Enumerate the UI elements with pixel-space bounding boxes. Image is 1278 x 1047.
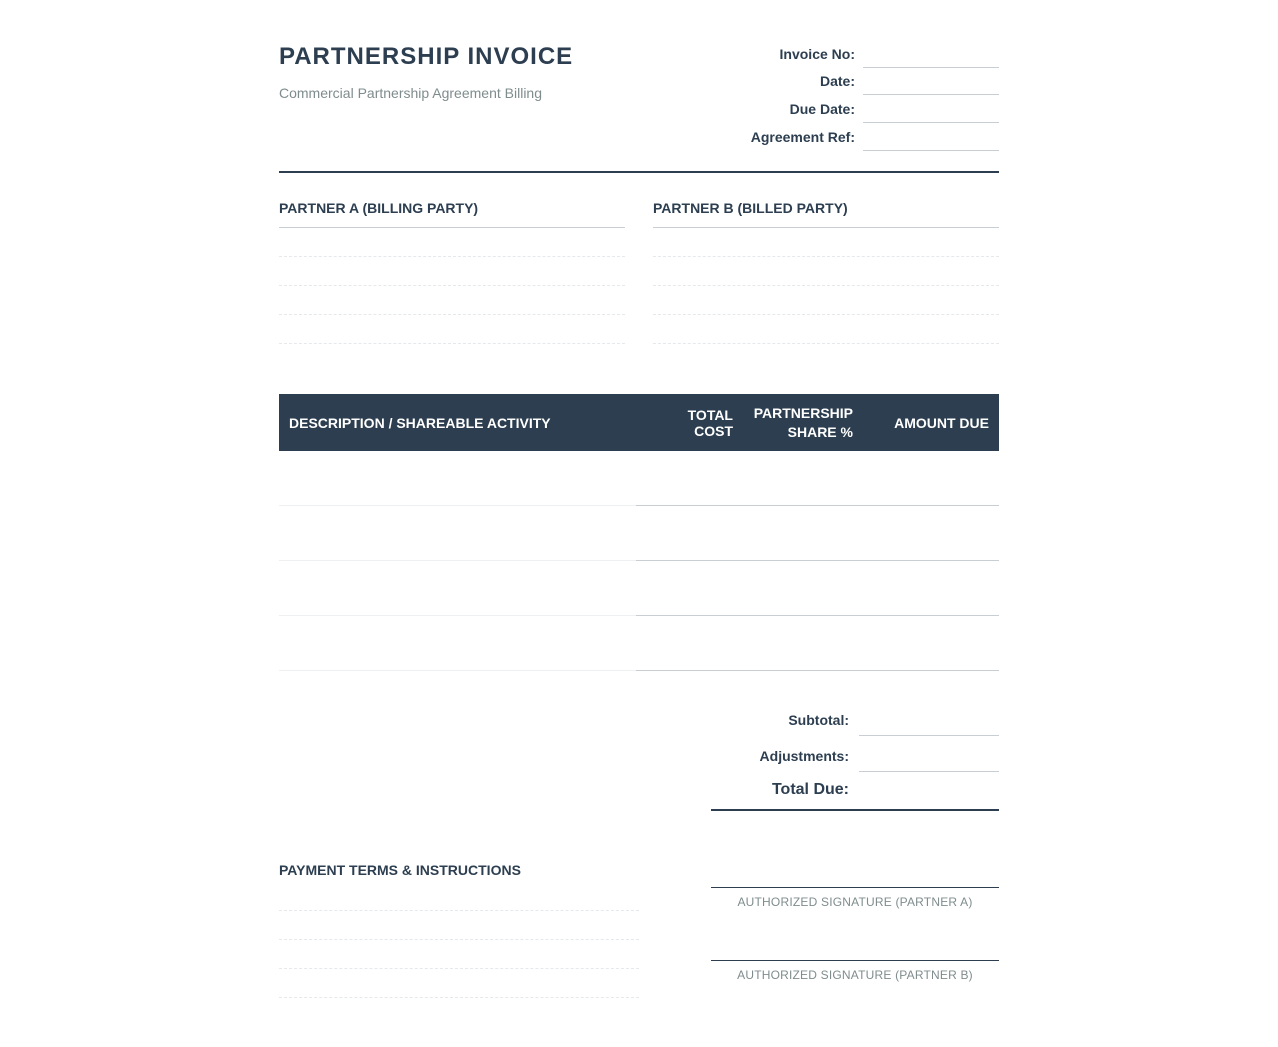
row-description-cell[interactable] [279,616,636,671]
date-label: Date: [819,73,855,90]
subtotal-row [711,700,999,736]
invoice-no-field[interactable] [863,40,999,68]
partner-a-line[interactable] [279,286,625,315]
due-date-label: Due Date: [789,101,855,118]
signature-label-partner-b: AUTHORIZED SIGNATURE (PARTNER B) [737,968,973,982]
payment-terms-section [279,862,639,998]
totals-section [711,700,999,811]
table-header [279,394,999,451]
partner-a-line[interactable] [279,315,625,344]
column-share-line2: SHARE % [787,423,853,440]
header-divider [279,171,999,173]
signature-partner-a [711,887,999,909]
table-row [279,561,999,616]
partner-a-line[interactable] [279,257,625,286]
row-values-cell[interactable] [636,561,999,616]
partner-a-heading: PARTNER A (BILLING PARTY) [279,200,625,228]
partner-b-line[interactable] [653,257,999,286]
partner-a-section [279,200,625,344]
column-amount-due: AMOUNT DUE [894,414,989,431]
row-description-cell[interactable] [279,451,636,506]
total-due-label: Total Due: [771,781,849,798]
invoice-subtitle: Commercial Partnership Agreement Billing [279,85,542,101]
row-values-cell[interactable] [636,616,999,671]
column-total-cost: TOTAL COST [687,406,733,439]
invoice-page [279,0,999,1047]
subtotal-label: Subtotal: [788,712,849,728]
meta-row-agreement-ref [699,123,999,151]
row-description-cell[interactable] [279,561,636,616]
partner-b-line[interactable] [653,286,999,315]
table-row [279,506,999,561]
due-date-field[interactable] [863,95,999,123]
adjustments-field[interactable] [859,736,999,772]
column-description: DESCRIPTION / SHAREABLE ACTIVITY [289,414,551,431]
column-share-line1: PARTNERSHIP [753,404,853,421]
partner-b-line[interactable] [653,315,999,344]
payment-terms-line[interactable] [279,911,639,940]
line-items-table [279,394,999,671]
agreement-ref-label: Agreement Ref: [750,128,855,145]
row-values-cell[interactable] [636,506,999,561]
table-row [279,616,999,671]
date-field[interactable] [863,68,999,96]
invoice-meta [699,40,999,151]
signature-label-partner-a: AUTHORIZED SIGNATURE (PARTNER A) [737,895,973,909]
payment-terms-line[interactable] [279,969,639,998]
signature-partner-b [711,960,999,982]
column-partnership-share [743,404,863,442]
adjustments-label: Adjustments: [759,748,849,764]
total-due-field[interactable] [859,773,999,809]
meta-row-due-date [699,95,999,123]
subtotal-field[interactable] [859,700,999,736]
meta-row-invoice-no [699,40,999,68]
payment-terms-line[interactable] [279,882,639,911]
row-values-cell[interactable] [636,451,999,506]
partner-a-line[interactable] [279,228,625,257]
partner-b-heading: PARTNER B (BILLED PARTY) [653,200,999,228]
payment-terms-line[interactable] [279,940,639,969]
invoice-title: PARTNERSHIP INVOICE [279,43,574,70]
invoice-no-label: Invoice No: [779,45,855,62]
partner-b-line[interactable] [653,228,999,257]
meta-row-date [699,68,999,96]
row-description-cell[interactable] [279,506,636,561]
table-row [279,451,999,506]
payment-terms-heading: PAYMENT TERMS & INSTRUCTIONS [279,862,521,878]
agreement-ref-field[interactable] [863,123,999,151]
partner-b-section [653,200,999,344]
total-due-row [711,772,999,811]
adjustments-row [711,736,999,772]
